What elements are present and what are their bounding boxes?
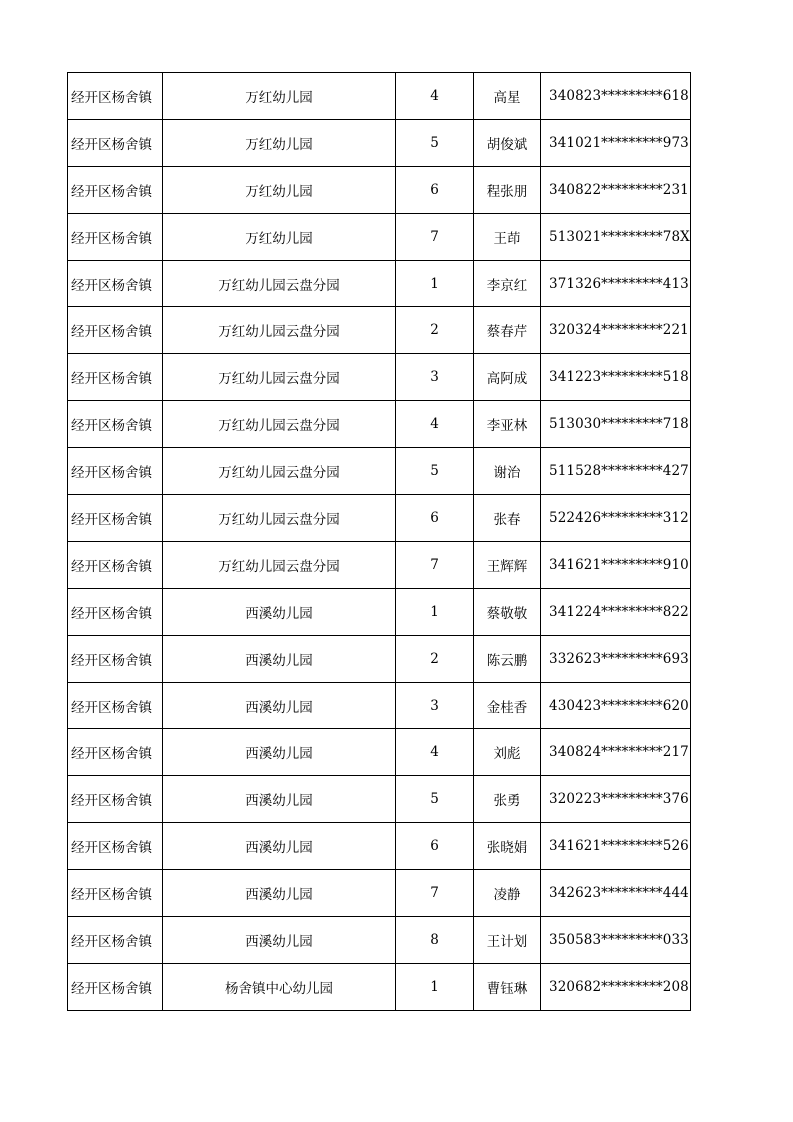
kindergarten-cell: 西溪幼儿园 (163, 588, 396, 635)
person-name-cell: 高阿成 (474, 354, 541, 401)
district-cell: 经开区杨舍镇 (68, 448, 163, 495)
district-cell: 经开区杨舍镇 (68, 682, 163, 729)
table-row (68, 682, 691, 729)
id-number-cell: 320682*********208 (541, 963, 691, 1010)
id-number-cell: 341621*********526 (541, 823, 691, 870)
table-row (68, 448, 691, 495)
person-name-cell: 谢治 (474, 448, 541, 495)
district-cell: 经开区杨舍镇 (68, 354, 163, 401)
sequence-number-cell: 6 (396, 166, 474, 213)
district-cell: 经开区杨舍镇 (68, 73, 163, 120)
district-cell: 经开区杨舍镇 (68, 588, 163, 635)
person-name-cell: 蔡春芹 (474, 307, 541, 354)
id-number-cell: 340822*********231 (541, 166, 691, 213)
table-row (68, 635, 691, 682)
roster-table-body (68, 73, 691, 1011)
district-cell: 经开区杨舍镇 (68, 635, 163, 682)
kindergarten-cell: 西溪幼儿园 (163, 870, 396, 917)
person-name-cell: 王茚 (474, 213, 541, 260)
person-name-cell: 胡俊斌 (474, 119, 541, 166)
sequence-number-cell: 1 (396, 963, 474, 1010)
person-name-cell: 张晓娟 (474, 823, 541, 870)
kindergarten-cell: 万红幼儿园云盘分园 (163, 448, 396, 495)
id-number-cell: 350583*********033 (541, 917, 691, 964)
district-cell: 经开区杨舍镇 (68, 776, 163, 823)
id-number-cell: 342623*********444 (541, 870, 691, 917)
table-row (68, 354, 691, 401)
kindergarten-cell: 西溪幼儿园 (163, 682, 396, 729)
sequence-number-cell: 7 (396, 213, 474, 260)
table-row (68, 495, 691, 542)
district-cell: 经开区杨舍镇 (68, 917, 163, 964)
sequence-number-cell: 3 (396, 354, 474, 401)
id-number-cell: 341021*********973 (541, 119, 691, 166)
kindergarten-cell: 万红幼儿园云盘分园 (163, 354, 396, 401)
kindergarten-cell: 万红幼儿园 (163, 73, 396, 120)
person-name-cell: 凌静 (474, 870, 541, 917)
kindergarten-cell: 西溪幼儿园 (163, 917, 396, 964)
kindergarten-cell: 万红幼儿园云盘分园 (163, 495, 396, 542)
table-row (68, 307, 691, 354)
id-number-cell: 320324*********221 (541, 307, 691, 354)
district-cell: 经开区杨舍镇 (68, 119, 163, 166)
district-cell: 经开区杨舍镇 (68, 213, 163, 260)
kindergarten-cell: 万红幼儿园云盘分园 (163, 307, 396, 354)
person-name-cell: 王计划 (474, 917, 541, 964)
sequence-number-cell: 1 (396, 588, 474, 635)
sequence-number-cell: 5 (396, 448, 474, 495)
district-cell: 经开区杨舍镇 (68, 307, 163, 354)
sequence-number-cell: 4 (396, 73, 474, 120)
person-name-cell: 王辉辉 (474, 541, 541, 588)
district-cell: 经开区杨舍镇 (68, 729, 163, 776)
sequence-number-cell: 8 (396, 917, 474, 964)
district-cell: 经开区杨舍镇 (68, 260, 163, 307)
kindergarten-cell: 万红幼儿园 (163, 119, 396, 166)
kindergarten-cell: 万红幼儿园云盘分园 (163, 401, 396, 448)
district-cell: 经开区杨舍镇 (68, 495, 163, 542)
person-name-cell: 张春 (474, 495, 541, 542)
person-name-cell: 张勇 (474, 776, 541, 823)
table-row (68, 213, 691, 260)
id-number-cell: 513030*********718 (541, 401, 691, 448)
sequence-number-cell: 2 (396, 307, 474, 354)
kindergarten-cell: 万红幼儿园 (163, 166, 396, 213)
sequence-number-cell: 7 (396, 870, 474, 917)
table-row (68, 260, 691, 307)
table-row (68, 73, 691, 120)
district-cell: 经开区杨舍镇 (68, 166, 163, 213)
id-number-cell: 341621*********910 (541, 541, 691, 588)
sequence-number-cell: 4 (396, 401, 474, 448)
id-number-cell: 340824*********217 (541, 729, 691, 776)
sequence-number-cell: 1 (396, 260, 474, 307)
table-row (68, 870, 691, 917)
id-number-cell: 511528*********427 (541, 448, 691, 495)
id-number-cell: 341223*********518 (541, 354, 691, 401)
sequence-number-cell: 2 (396, 635, 474, 682)
table-row (68, 166, 691, 213)
sequence-number-cell: 6 (396, 823, 474, 870)
table-row (68, 588, 691, 635)
id-number-cell: 371326*********413 (541, 260, 691, 307)
district-cell: 经开区杨舍镇 (68, 541, 163, 588)
person-name-cell: 陈云鹏 (474, 635, 541, 682)
kindergarten-cell: 西溪幼儿园 (163, 729, 396, 776)
kindergarten-cell: 西溪幼儿园 (163, 776, 396, 823)
person-name-cell: 蔡敬敬 (474, 588, 541, 635)
district-cell: 经开区杨舍镇 (68, 823, 163, 870)
roster-table (67, 72, 691, 1011)
person-name-cell: 曹钰琳 (474, 963, 541, 1010)
sequence-number-cell: 5 (396, 776, 474, 823)
table-row (68, 963, 691, 1010)
sequence-number-cell: 4 (396, 729, 474, 776)
person-name-cell: 李亚林 (474, 401, 541, 448)
id-number-cell: 340823*********618 (541, 73, 691, 120)
table-row (68, 119, 691, 166)
person-name-cell: 李京红 (474, 260, 541, 307)
district-cell: 经开区杨舍镇 (68, 870, 163, 917)
district-cell: 经开区杨舍镇 (68, 401, 163, 448)
person-name-cell: 程张朋 (474, 166, 541, 213)
sequence-number-cell: 6 (396, 495, 474, 542)
person-name-cell: 刘彪 (474, 729, 541, 776)
kindergarten-cell: 万红幼儿园云盘分园 (163, 260, 396, 307)
id-number-cell: 341224*********822 (541, 588, 691, 635)
table-row (68, 823, 691, 870)
sequence-number-cell: 7 (396, 541, 474, 588)
table-row (68, 776, 691, 823)
table-row (68, 917, 691, 964)
table-row (68, 541, 691, 588)
id-number-cell: 320223*********376 (541, 776, 691, 823)
kindergarten-cell: 西溪幼儿园 (163, 823, 396, 870)
person-name-cell: 高星 (474, 73, 541, 120)
table-row (68, 401, 691, 448)
kindergarten-cell: 万红幼儿园 (163, 213, 396, 260)
id-number-cell: 430423*********620 (541, 682, 691, 729)
kindergarten-cell: 西溪幼儿园 (163, 635, 396, 682)
kindergarten-cell: 杨舍镇中心幼儿园 (163, 963, 396, 1010)
id-number-cell: 522426*********312 (541, 495, 691, 542)
sequence-number-cell: 3 (396, 682, 474, 729)
kindergarten-cell: 万红幼儿园云盘分园 (163, 541, 396, 588)
table-row (68, 729, 691, 776)
district-cell: 经开区杨舍镇 (68, 963, 163, 1010)
id-number-cell: 513021*********78X (541, 213, 691, 260)
id-number-cell: 332623*********693 (541, 635, 691, 682)
person-name-cell: 金桂香 (474, 682, 541, 729)
sequence-number-cell: 5 (396, 119, 474, 166)
